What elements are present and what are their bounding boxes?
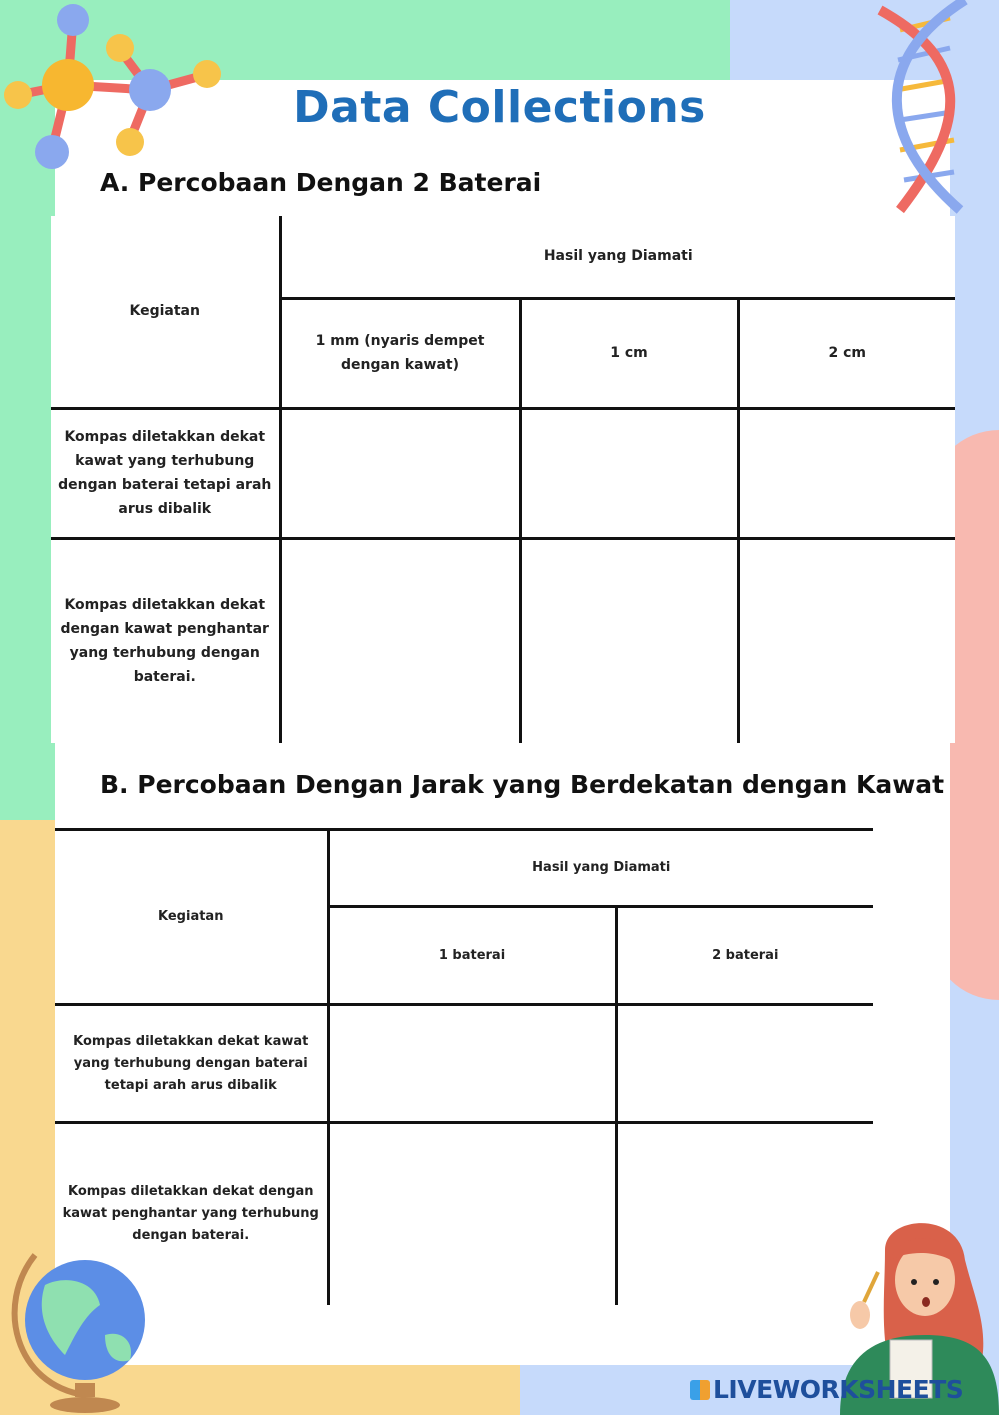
header-hasil: Hasil yang Diamati — [328, 830, 873, 907]
header-hasil: Hasil yang Diamati — [280, 216, 955, 298]
column-header: 1 baterai — [328, 907, 616, 1005]
column-header: 2 baterai — [616, 907, 873, 1005]
row-label: Kompas diletakkan dekat kawat yang terhubung dengan baterai tetapi arah arus dibalik — [55, 1005, 328, 1123]
answer-cell[interactable] — [520, 538, 738, 743]
answer-cell[interactable] — [520, 408, 738, 538]
answer-cell[interactable] — [738, 538, 955, 743]
column-header: 2 cm — [738, 298, 955, 408]
section-a-title: A. Percobaan Dengan 2 Baterai — [100, 168, 542, 197]
page-title: Data Collections — [293, 82, 706, 133]
answer-cell[interactable] — [280, 408, 520, 538]
answer-cell[interactable] — [328, 1005, 616, 1123]
section-b-title: B. Percobaan Dengan Jarak yang Berdekatan dengan Kawat — [100, 770, 945, 799]
table-a — [51, 216, 955, 743]
table-b — [55, 828, 873, 1305]
liveworksheets-watermark: LIVEWORKSHEETS — [690, 1375, 963, 1404]
header-kegiatan: Kegiatan — [51, 216, 280, 408]
answer-cell[interactable] — [328, 1123, 616, 1305]
row-label: Kompas diletakkan dekat kawat yang terhubung dengan baterai tetapi arah arus dibalik — [51, 408, 280, 538]
answer-cell[interactable] — [616, 1005, 873, 1123]
row-label: Kompas diletakkan dekat dengan kawat penghantar yang terhubung dengan baterai. — [51, 538, 280, 743]
liveworksheets-logo-icon — [690, 1380, 710, 1400]
row-label: Kompas diletakkan dekat dengan kawat penghantar yang terhubung dengan baterai. — [55, 1123, 328, 1305]
answer-cell[interactable] — [280, 538, 520, 743]
globe-icon — [5, 1245, 155, 1415]
column-header: 1 mm (nyaris dempet dengan kawat) — [280, 298, 520, 408]
answer-cell[interactable] — [738, 408, 955, 538]
column-header: 1 cm — [520, 298, 738, 408]
header-kegiatan: Kegiatan — [55, 830, 328, 1005]
